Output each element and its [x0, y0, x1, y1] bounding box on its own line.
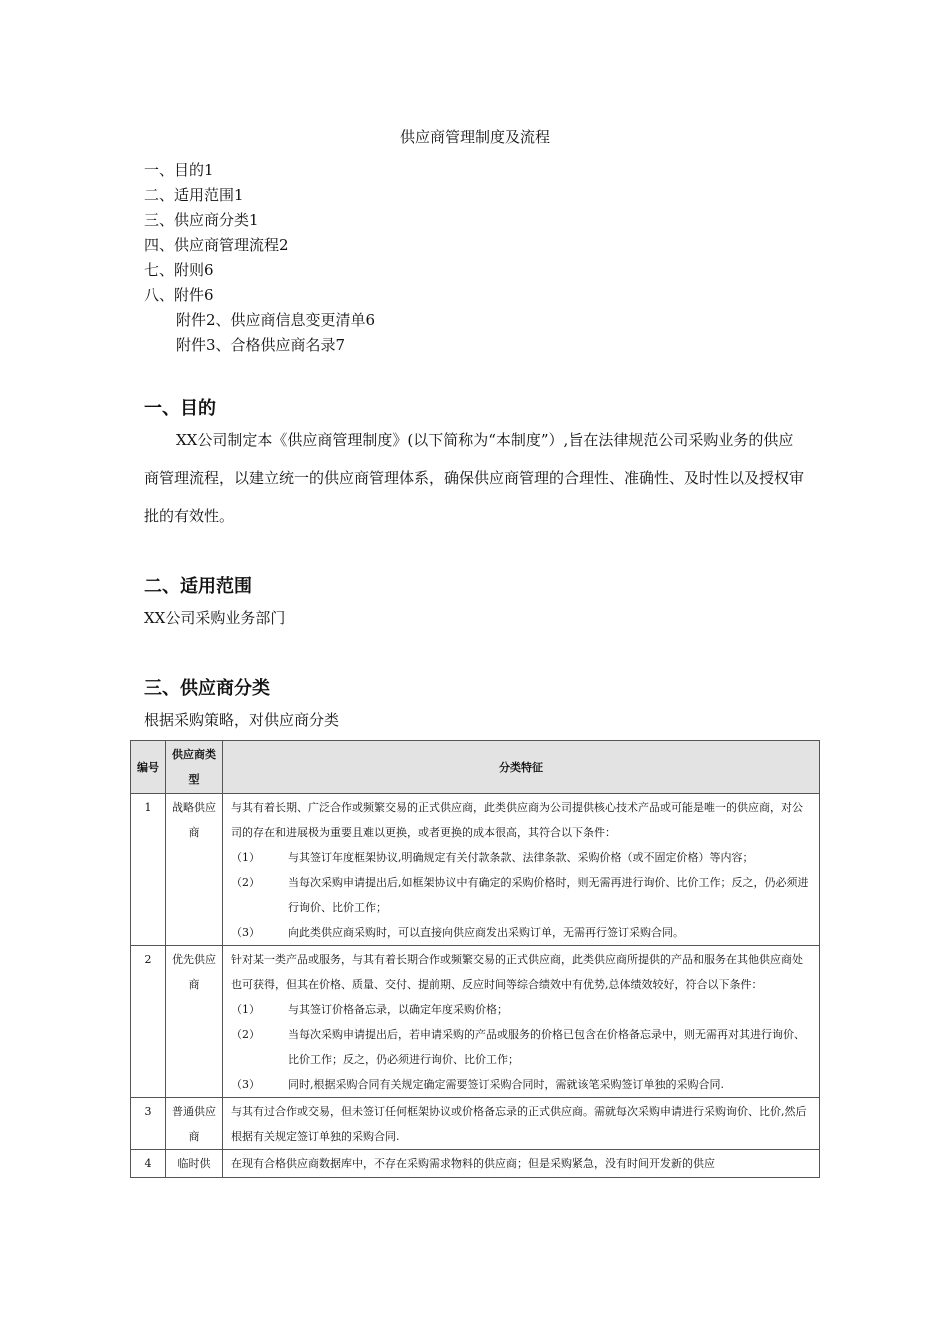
header-type: 供应商类型	[166, 741, 223, 794]
supplier-classification-table	[130, 740, 820, 1178]
condition-item	[231, 920, 813, 945]
condition-text: 同时,根据采购合同有关规定确定需要签订采购合同时，需就该笔采购签订单独的采购合同.	[288, 1078, 724, 1091]
scope-paragraph: XX公司采购业务部门	[144, 609, 286, 627]
condition-item	[231, 870, 813, 920]
table-of-contents	[144, 158, 375, 358]
row-desc: 针对某一类产品或服务，与其有着长期合作或频繁交易的正式供应商，此类供应商所提供的产品和服务在其他供应商处也可获得，但其在价格、质量、交付、提前期、反应时间等综合绩效中有优势,总体绩效较好，符合以下条件：	[231, 953, 803, 991]
row-no: 4	[131, 1150, 166, 1178]
table-row	[131, 1098, 820, 1150]
table-row	[131, 946, 820, 1098]
condition-text: 向此类供应商采购时，可以直接向供应商发出采购订单，无需再行签订采购合同。	[288, 926, 684, 939]
condition-num: （2）	[231, 1028, 260, 1041]
condition-num: （1）	[231, 851, 260, 864]
condition-text: 与其签订价格备忘录，以确定年度采购价格；	[288, 1003, 508, 1016]
condition-item	[231, 1072, 813, 1097]
header-no: 编号	[131, 741, 166, 794]
row-type: 战略供应商	[166, 794, 223, 946]
condition-num: （3）	[231, 1078, 260, 1091]
condition-item	[231, 997, 813, 1022]
row-desc: 与其有着长期、广泛合作或频繁交易的正式供应商，此类供应商为公司提供核心技术产品或可能是唯一的供应商，对公司的存在和进展极为重要且难以更换，或者更换的成本很高，其符合以下条件：	[231, 801, 803, 839]
purpose-paragraph: XX公司制定本《供应商管理制度》(以下简称为“本制度”）,旨在法律规范公司采购业务的供应商管理流程，以建立统一的供应商管理体系，确保供应商管理的合理性、准确性、及时性以及授权审批的有效性。	[144, 431, 805, 525]
section-heading-scope: 二、适用范围	[144, 576, 252, 597]
condition-num: （1）	[231, 1003, 260, 1016]
table-header-row	[131, 741, 820, 794]
section-heading-classification: 三、供应商分类	[144, 678, 270, 699]
table-row	[131, 1150, 820, 1178]
row-desc: 与其有过合作或交易，但未签订任何框架协议或价格备忘录的正式供应商。需就每次采购申请进行采购询价、比价,然后根据有关规定签订单独的采购合同.	[231, 1105, 807, 1143]
condition-item	[231, 1022, 813, 1072]
table-row	[131, 794, 820, 946]
condition-num: （3）	[231, 926, 260, 939]
row-no: 1	[131, 794, 166, 946]
toc-item[interactable]: 七、附则6	[144, 261, 214, 279]
row-no: 2	[131, 946, 166, 1098]
toc-item[interactable]: 一、目的1	[144, 161, 214, 179]
toc-item[interactable]: 二、适用范围1	[144, 186, 244, 204]
row-type	[166, 1150, 223, 1178]
toc-item[interactable]: 四、供应商管理流程2	[144, 236, 289, 254]
classification-intro: 根据采购策略，对供应商分类	[144, 711, 340, 729]
section-heading-purpose: 一、目的	[144, 398, 216, 419]
condition-text: 与其签订年度框架协议,明确规定有关付款条款、法律条款、采购价格（或不固定价格）等内容；	[288, 851, 754, 864]
toc-item[interactable]: 三、供应商分类1	[144, 211, 259, 229]
document-title: 供应商管理制度及流程	[399, 128, 550, 146]
row-feature	[223, 946, 820, 1098]
row-type: 普通供应商	[166, 1098, 223, 1150]
row-feature	[223, 1098, 820, 1150]
header-feature: 分类特征	[223, 741, 820, 794]
condition-text: 当每次采购申请提出后,如框架协议中有确定的采购价格时，则无需再进行询价、比价工作；反之，仍必须进行询价、比价工作；	[288, 876, 809, 914]
condition-text: 当每次采购申请提出后，若申请采购的产品或服务的价格已包含在价格备忘录中，则无需再对其进行询价、比价工作；反之，仍必须进行询价、比价工作；	[288, 1028, 805, 1066]
row-desc: 在现有合格供应商数据库中，不存在采购需求物料的供应商；但是采购紧急，没有时间开发新的供应	[231, 1157, 715, 1170]
row-type-text: 临时供	[177, 1157, 211, 1170]
condition-item	[231, 845, 813, 870]
toc-item[interactable]: 八、附件6	[144, 286, 214, 304]
row-type: 优先供应商	[166, 946, 223, 1098]
toc-item[interactable]: 附件3、合格供应商名录7	[176, 336, 346, 354]
toc-item[interactable]: 附件2、供应商信息变更清单6	[176, 311, 376, 329]
row-feature	[223, 1150, 820, 1178]
condition-num: （2）	[231, 876, 260, 889]
row-no: 3	[131, 1098, 166, 1150]
row-feature	[223, 794, 820, 946]
